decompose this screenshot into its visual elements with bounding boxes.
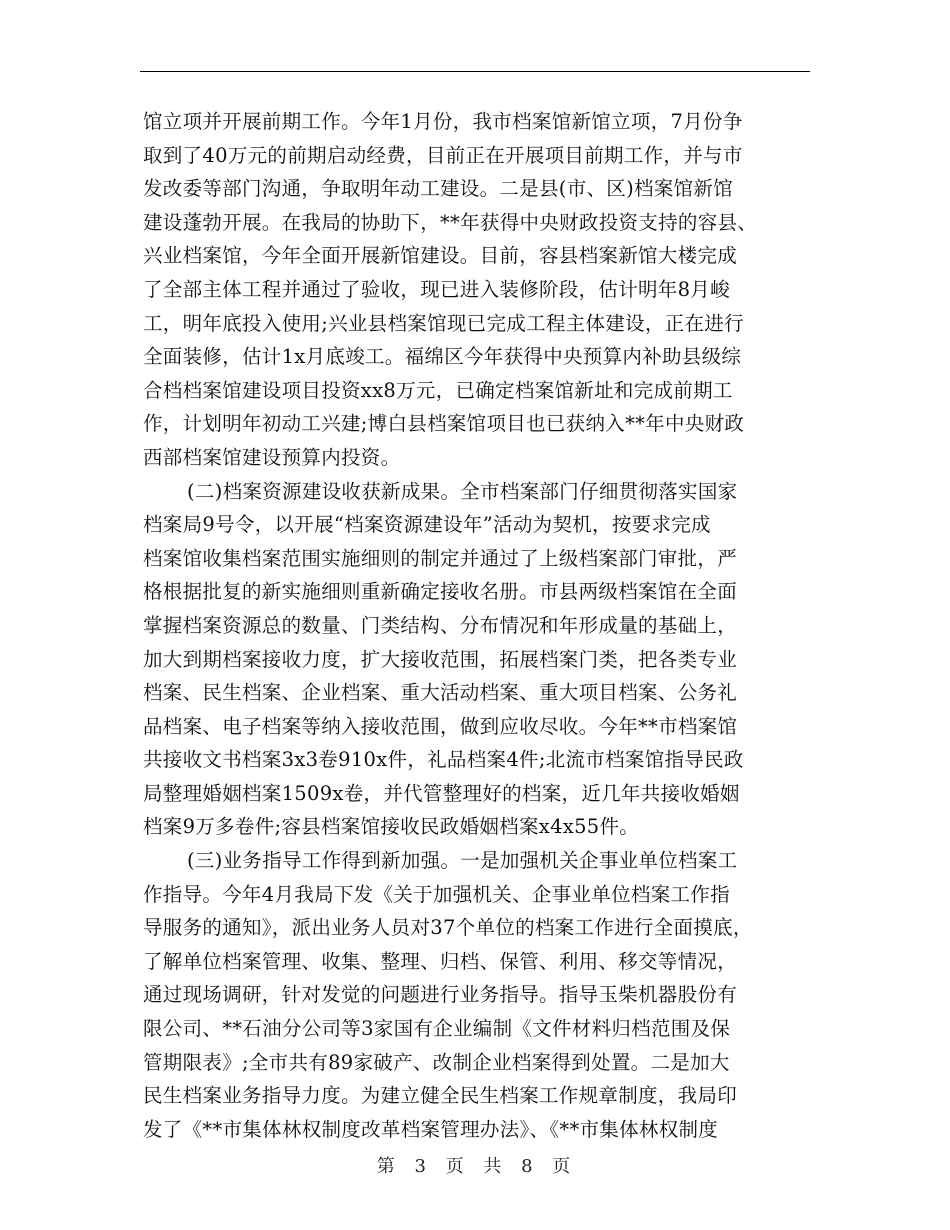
text-line: 掌握档案资源总的数量、门类结构、分布情况和年形成量的基础上， <box>143 613 738 637</box>
page-footer <box>0 1152 950 1178</box>
text-line: 民生档案业务指导力度。为建立健全民生档案工作规章制度，我局印 <box>143 1084 738 1108</box>
text-line: 档案9万多卷件;容县档案馆接收民政婚姻档案x4x55件。 <box>143 815 640 839</box>
text-line: 局整理婚姻档案1509x卷，并代管整理好的档案，近几年共接收婚姻 <box>143 781 740 805</box>
text-line: 工，明年底投入使用;兴业县档案馆现已完成工程主体建设，正在进行 <box>143 311 744 335</box>
text-line: 了解单位档案管理、收集、整理、归档、保管、利用、移交等情况， <box>143 949 738 973</box>
footer-label-ye: 页 <box>445 1156 467 1177</box>
text-line: 限公司、**石油分公司等3家国有企业编制《文件材料归档范围及保 <box>143 1017 731 1041</box>
document-body <box>143 105 813 1146</box>
text-line: 全面装修，估计1x月底竣工。福绵区今年获得中央预算内补助县级综 <box>143 345 742 369</box>
text-line: 格根据批复的新实施细则重新确定接收名册。市县两级档案馆在全面 <box>143 580 738 604</box>
text-line: 加大到期档案接收力度，扩大接收范围，拓展档案门类，把各类专业 <box>143 647 738 671</box>
text-line: 了全部主体工程并通过了验收，现已进入装修阶段，估计明年8月峻 <box>143 277 730 301</box>
text-line: 导服务的通知》，派出业务人员对37个单位的档案工作进行全面摸底， <box>143 916 753 940</box>
text-line: 档案馆收集档案范围实施细则的制定并通过了上级档案部门审批，严 <box>143 546 738 570</box>
text-line: 档案局9号令，以开展“档案资源建设年”活动为契机，按要求完成 <box>143 513 711 537</box>
text-line: 品档案、电子档案等纳入接收范围，做到应收尽收。今年**市档案馆 <box>143 714 738 738</box>
footer-label-gong: 共 <box>483 1156 505 1177</box>
total-page-count: 8 <box>521 1156 536 1177</box>
text-line: 作指导。今年4月我局下发《关于加强机关、企事业单位档案工作指 <box>143 882 730 906</box>
footer-label-ye-2: 页 <box>552 1156 574 1177</box>
paragraph-start-line: (二)档案资源建设收获新成果。全市档案部门仔细贯彻落实国家 <box>187 479 738 503</box>
text-line: 馆立项并开展前期工作。今年1月份，我市档案馆新馆立项，7月份争 <box>143 110 743 133</box>
text-line: 建设蓬勃开展。在我局的协助下，**年获得中央财政投资支持的容县、 <box>143 210 758 234</box>
text-line: 发改委等部门沟通，争取明年动工建设。二是县(市、区)档案馆新馆 <box>143 177 734 201</box>
footer-label-di: 第 <box>376 1156 398 1177</box>
current-page-number: 3 <box>414 1156 429 1177</box>
paragraph-start-line: (三)业务指导工作得到新加强。一是加强机关企事业单位档案工 <box>187 849 738 873</box>
text-line: 取到了40万元的前期启动经费，目前正在开展项目前期工作，并与市 <box>143 143 743 167</box>
text-line: 兴业档案馆，今年全面开展新馆建设。目前，容县档案新馆大楼完成 <box>143 244 738 268</box>
header-rule <box>140 71 810 72</box>
text-line: 通过现场调研，针对发觉的问题进行业务指导。指导玉柴机器股份有 <box>143 983 738 1007</box>
text-line: 合档档案馆建设项目投资xx8万元，已确定档案馆新址和完成前期工 <box>143 378 733 402</box>
text-line: 发了《**市集体林权制度改革档案管理办法》、《**市集体林权制度 <box>143 1117 719 1141</box>
text-line: 档案、民生档案、企业档案、重大活动档案、重大项目档案、公务礼 <box>143 681 738 705</box>
text-line: 作，计划明年初动工兴建;博白县档案馆项目也已获纳入**年中央财政 <box>143 412 745 436</box>
text-line: 共接收文书档案3x3卷910x件，礼品档案4件;北流市档案馆指导民政 <box>143 748 744 772</box>
text-line: 管期限表》;全市共有89家破产、改制企业档案得到处置。二是加大 <box>143 1050 730 1074</box>
text-line: 西部档案馆建设预算内投资。 <box>143 445 401 469</box>
